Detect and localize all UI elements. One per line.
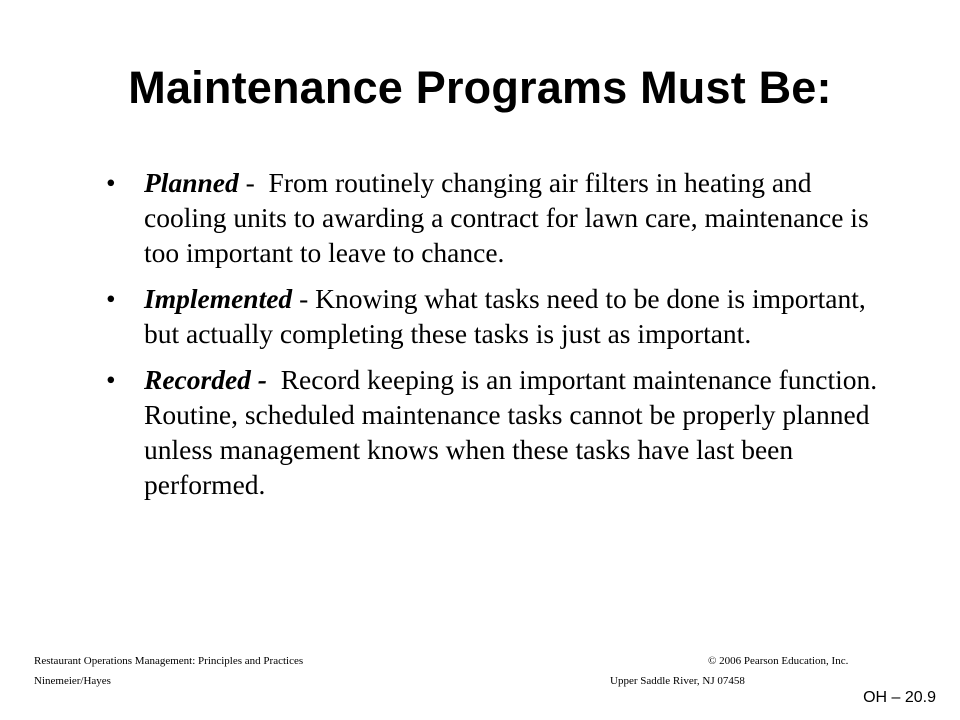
bullet-separator: - [292,283,316,314]
slide-title: Maintenance Programs Must Be: [128,62,832,113]
bullet-term: Recorded - [144,364,267,395]
bullet-dot-icon: • [106,283,116,314]
footer-authors: Ninemeier/Hayes [34,675,111,687]
bullet-list [100,165,890,513]
footer-address: Upper Saddle River, NJ 07458 [610,675,745,687]
bullet-separator [267,364,281,395]
bullet-item-planned [100,165,890,270]
footer-book-title: Restaurant Operations Management: Principles and Practices [34,655,304,667]
bullet-dot-icon: • [106,167,116,198]
bullet-term: Implemented [144,283,293,314]
bullet-separator: - [238,167,269,198]
bullet-item-recorded [100,362,890,502]
bullet-text: From routinely changing air filters in heating and cooling units to awarding a contract for lawn care, maintenance is too important to leave to chance. [144,167,869,268]
bullet-dot-icon: • [106,364,116,395]
bullet-term: Planned [144,167,239,198]
bullet-text: Record keeping is an important maintenance function. Routine, scheduled maintenance tasks cannot be properly planned unless management knows when these tasks have last been performed. [144,364,878,500]
slide-code: OH – 20.9 [863,689,936,706]
footer-copyright: © 2006 Pearson Education, Inc. [708,655,849,667]
bullet-text: Knowing what tasks need to be done is important, but actually completing these tasks is just as important. [144,283,866,349]
bullet-item-implemented [100,281,890,351]
